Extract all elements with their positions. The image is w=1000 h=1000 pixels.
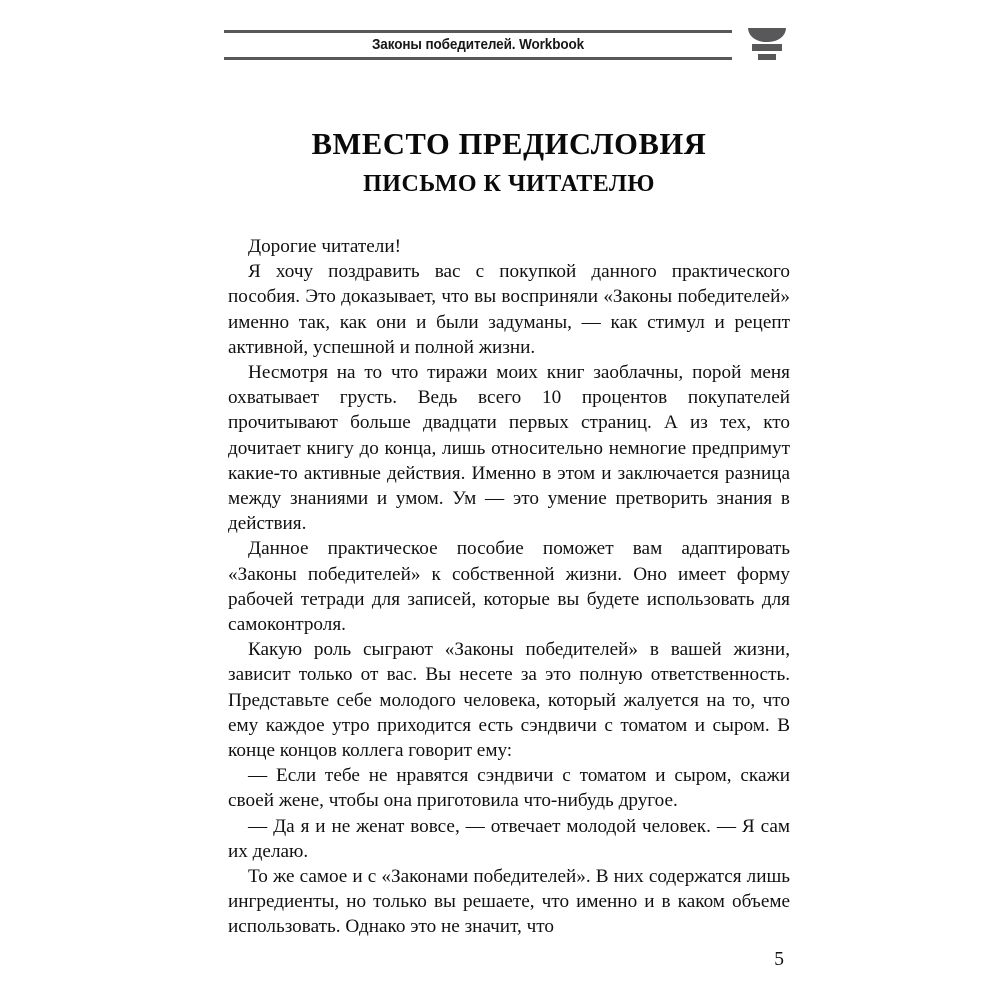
logo-bar-bottom-shape	[758, 54, 776, 60]
chapter-heading-block	[228, 126, 790, 199]
publisher-logo-icon	[748, 28, 786, 62]
paragraph: Какую роль сыграют «Законы победителей» в вашей жизни, зависит только от вас. Вы несете за это полную ответственность. Представьте себе молодого человека, который жалуется на то, что ему каждое утро приходится есть сэндвичи с томатом и сыром. В конце концов коллега говорит ему:	[228, 639, 790, 762]
running-title: Законы победителей. Workbook	[371, 37, 585, 53]
paragraph: Несмотря на то что тиражи моих книг заоблачны, порой меня охватывает грусть. Ведь всего 10 процентов покупателей прочитывают больше двадцати первых страниц. А из тех, кто дочитает книгу до конца, лишь относительно немногие предпримут какие-то активные действия. Именно в этом и заключается разница между знаниями и умом. Ум — это умение претворить знания в действия.	[228, 362, 790, 535]
chapter-title: ВМЕСТО ПРЕДИСЛОВИЯ	[311, 127, 707, 161]
header-band	[224, 30, 732, 60]
paragraph: Я хочу поздравить вас с покупкой данного практического пособия. Это доказывает, что вы восприняли «Законы победителей» именно так, как они и были задуманы, — как стимул и рецепт активной, успешной и полной жизни.	[228, 261, 790, 358]
header-rule-top	[224, 30, 732, 33]
paragraph: Данное практическое пособие поможет вам адаптировать «Законы победителей» к собственной жизни. Оно имеет форму рабочей тетради для записей, которые вы будете использовать для самоконтроля.	[228, 538, 790, 636]
paragraph-dialogue: — Да я и не женат вовсе, — отвечает молодой человек. — Я сам их делаю.	[228, 815, 790, 862]
logo-arc-shape	[748, 28, 786, 42]
header-rule-bottom	[224, 57, 732, 60]
page-number: 5	[774, 949, 784, 970]
paragraph: То же самое и с «Законами победителей». В них содержатся лишь ингредиенты, но только вы решаете, что именно и в каком объеме использовать. Однако это не значит, что	[228, 866, 790, 938]
body-text-column	[228, 234, 790, 940]
logo-bar-middle-shape	[752, 44, 782, 51]
paragraph-dialogue: — Если тебе не нравятся сэндвичи с томатом и сыром, скажи своей жене, чтобы она приготовила что-нибудь другое.	[228, 765, 790, 812]
page-header	[0, 0, 1000, 80]
paragraph: Дорогие читатели!	[248, 236, 402, 257]
chapter-subtitle: ПИСЬМО К ЧИТАТЕЛЮ	[363, 171, 655, 197]
